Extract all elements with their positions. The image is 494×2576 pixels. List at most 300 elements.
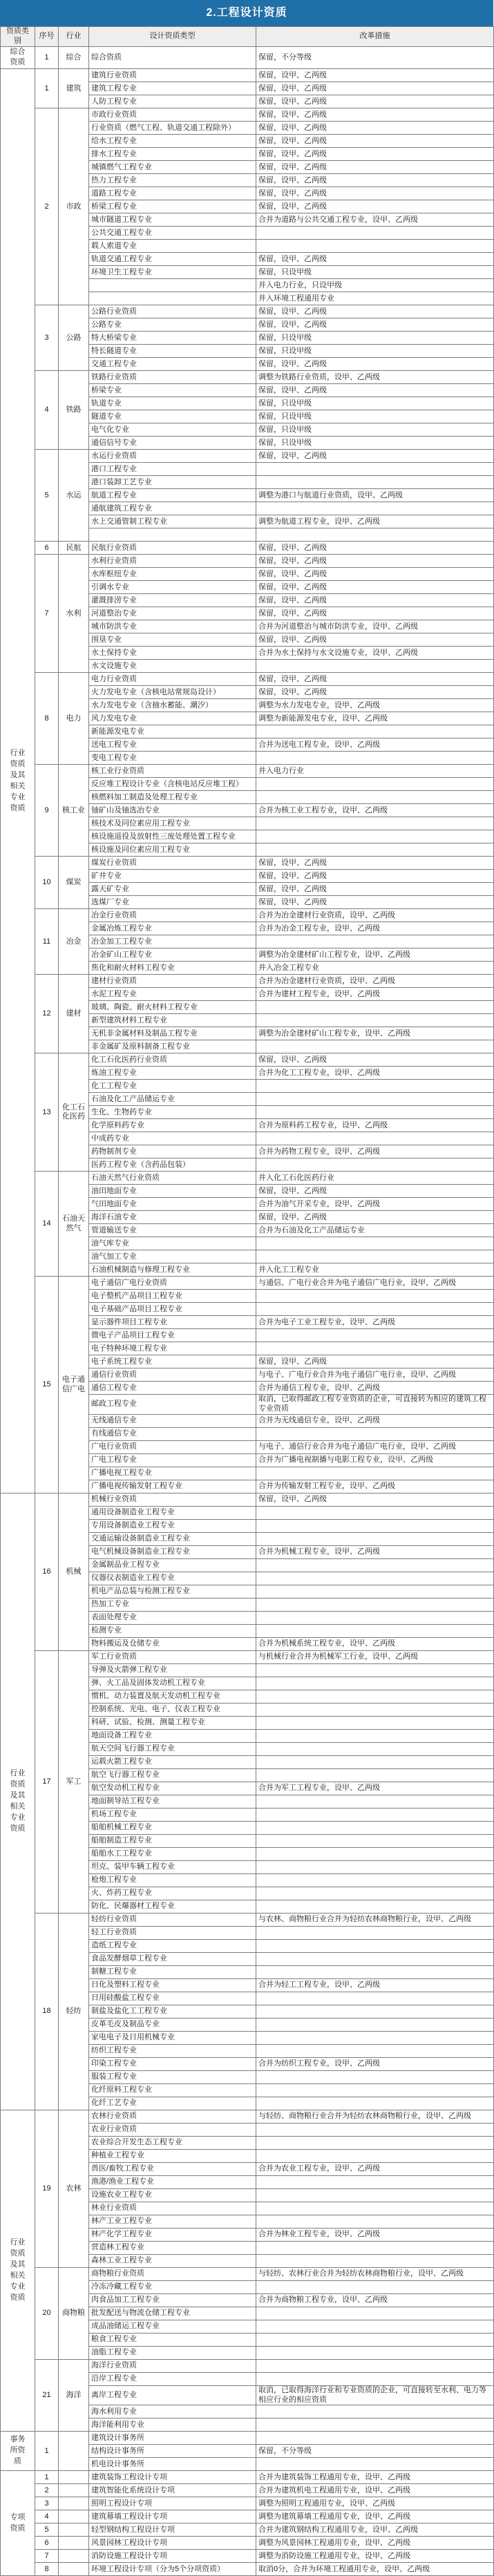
qualification-type-cell: 城市防洪专业 [89, 620, 256, 633]
qualification-type-cell: 导弹及火箭弹工程专业 [89, 1663, 256, 1677]
reform-measure-cell: 保留，只设甲级 [256, 345, 494, 358]
industry-cell: 水运 [59, 450, 89, 542]
reform-measure-cell [256, 2018, 494, 2031]
qualification-type-cell: 露天矿专业 [89, 883, 256, 896]
qualification-type-cell: 船舶制造工程专业 [89, 1834, 256, 1847]
reform-measure-cell: 合并为建材工程专业，设甲、乙两级 [256, 988, 494, 1001]
reform-measure-cell: 与电子、通信行业合并为电子通信广电行业，设甲、乙两级 [256, 1440, 494, 1453]
number-cell: 12 [35, 975, 59, 1053]
industry-cell [59, 2497, 89, 2510]
reform-measure-cell: 合并为冶金工程专业，设甲、乙两级 [256, 922, 494, 935]
qualification-type-cell: 航空发动机工程专业 [89, 1782, 256, 1795]
qualification-type-cell: 冶金行业资质 [89, 909, 256, 922]
qualification-type-cell: 显示器件项目工程专业 [89, 1316, 256, 1329]
reform-measure-cell: 保留，设甲、乙两级 [256, 607, 494, 620]
qualification-type-cell: 石油及化工产品储运专业 [89, 1093, 256, 1106]
table-row [1, 305, 494, 318]
qualification-type-cell: 核设施退役及放射性三废处理处置工程专业 [89, 830, 256, 843]
reform-measure-cell [256, 1834, 494, 1847]
qualification-type-cell: 生化、生物药专业 [89, 1106, 256, 1119]
qualification-type-cell: 水力发电专业（含抽水蓄能、潮汐） [89, 699, 256, 712]
qualification-type-cell: 化工工程专业 [89, 1080, 256, 1093]
qualification-type-cell: 水文设施专业 [89, 660, 256, 673]
qualification-type-cell: 焦化和耐火材料工程专业 [89, 962, 256, 975]
reform-measure-cell [256, 1926, 494, 1939]
reform-measure-cell [256, 830, 494, 843]
qualification-type-cell: 制糖工程专业 [89, 1965, 256, 1978]
qualification-type-cell: 专用设备制造业工程专业 [89, 1519, 256, 1532]
qualification-type-cell: 水上交通管制工程专业 [89, 515, 256, 528]
reform-measure-cell: 保留，设甲、乙两级 [256, 384, 494, 397]
reform-measure-cell [256, 1040, 494, 1053]
reform-measure-cell: 调整为冶金建材矿山工程专业，设甲、乙两级 [256, 1027, 494, 1040]
reform-measure-cell [256, 1250, 494, 1263]
reform-measure-cell: 合并为建筑装饰工程通用专业，设甲、乙两级 [256, 2471, 494, 2484]
category-cell: 事务所资质 [1, 2432, 35, 2471]
qualification-type-cell: 海洋石油专业 [89, 1211, 256, 1224]
qualification-type-cell: 港口装卸工艺专业 [89, 476, 256, 489]
industry-cell: 煤炭 [59, 857, 89, 909]
qualification-type-cell: 物料搬运及仓储专业 [89, 1637, 256, 1650]
reform-measure-cell [256, 843, 494, 857]
industry-cell: 市政 [59, 108, 89, 305]
qualification-type-cell: 油气库专业 [89, 1237, 256, 1250]
number-cell: 18 [35, 1913, 59, 2110]
qualification-type-cell: 送电工程专业 [89, 738, 256, 752]
reform-measure-cell: 合并为电子工业工程专业，设甲、乙两级 [256, 1316, 494, 1329]
table-row [1, 2563, 494, 2576]
qualification-type-cell: 通信工程专业 [89, 1382, 256, 1395]
qualification-type-cell: 铁路行业资质 [89, 371, 256, 384]
qualification-type-cell: 皮革毛皮及制品专业 [89, 2018, 256, 2031]
reform-measure-cell: 保留，设甲、乙两级 [256, 1185, 494, 1198]
table-row [1, 1172, 494, 1185]
table-row [1, 1913, 494, 1926]
qualification-type-cell: 海洋行业资质 [89, 2359, 256, 2372]
reform-measure-cell [256, 817, 494, 830]
qualification-type-cell: 种植业工程专业 [89, 2149, 256, 2162]
reform-measure-cell: 保留，设甲、乙两级 [256, 857, 494, 870]
qualification-type-cell: 玻璃、陶瓷、耐火材料工程专业 [89, 1001, 256, 1014]
reform-measure-cell: 保留，设甲、乙两级 [256, 581, 494, 594]
reform-measure-cell [256, 1860, 494, 1873]
qualification-type-cell: 电子特种环境工程专业 [89, 1342, 256, 1355]
qualification-type-cell: 冶金矿山工程专业 [89, 948, 256, 962]
reform-measure-cell [256, 1703, 494, 1716]
page-title: 2.工程设计资质 [0, 0, 493, 26]
qualification-type-cell: 无线通信专业 [89, 1414, 256, 1427]
reform-measure-cell: 合并为石油及化工产品储运专业 [256, 1224, 494, 1237]
number-cell: 7 [35, 555, 59, 673]
table-row [1, 2359, 494, 2372]
table-header-row [1, 27, 494, 47]
industry-cell: 机械 [59, 1493, 89, 1650]
qualification-type-cell: 特长隧道专业 [89, 345, 256, 358]
table-row [1, 1493, 494, 1506]
qualification-type-cell: 金属制品业工程专业 [89, 1558, 256, 1572]
reform-measure-cell: 保留，设甲、乙两级 [256, 69, 494, 82]
reform-measure-cell [256, 1716, 494, 1729]
reform-measure-cell: 合并为河道整治与城市防洪专业，设甲、乙两级 [256, 620, 494, 633]
qualification-type-cell: 公共交通工程专业 [89, 227, 256, 240]
qualification-type-cell: 印染工程专业 [89, 2057, 256, 2070]
number-cell: 4 [35, 2510, 59, 2523]
qualification-type-cell: 公路专业 [89, 318, 256, 332]
qualification-type-cell: 离岸工程专业 [89, 2385, 256, 2405]
industry-cell: 海洋 [59, 2359, 89, 2432]
qualification-type-cell: 造纸工程专业 [89, 1939, 256, 1952]
table-row [1, 857, 494, 870]
qualification-type-cell: 风景园林工程设计专项 [89, 2537, 256, 2550]
qualification-type-cell: 药物制剂专业 [89, 1145, 256, 1158]
reform-measure-cell [256, 1729, 494, 1742]
reform-measure-cell [256, 752, 494, 765]
qualification-type-cell: 成品油储运工程专业 [89, 2320, 256, 2333]
reform-measure-cell: 合并为机械系统工程专业，设甲、乙两级 [256, 1637, 494, 1650]
qualification-type-cell: 新能源发电专业 [89, 725, 256, 738]
number-cell: 3 [35, 305, 59, 371]
qualification-type-cell: 非金属矿及原料制备工程专业 [89, 1040, 256, 1053]
reform-measure-cell [256, 502, 494, 515]
reform-measure-cell [256, 463, 494, 476]
reform-measure-cell [256, 1663, 494, 1677]
reform-measure-cell [256, 2372, 494, 2385]
qualification-type-cell: 通信行业资质 [89, 1368, 256, 1382]
reform-measure-cell [256, 1558, 494, 1572]
reform-measure-cell [256, 1808, 494, 1821]
qualification-type-cell: 枪炮工程专业 [89, 1873, 256, 1887]
qualification-type-cell: 桥梁专业 [89, 384, 256, 397]
qualification-type-cell: 铀矿山及铀选冶专业 [89, 804, 256, 817]
table-row [1, 765, 494, 778]
reform-measure-cell: 与轻纺、农林行业合并为轻纺农林商物粮行业，设甲、乙两级 [256, 2267, 494, 2280]
number-cell: 10 [35, 857, 59, 909]
reform-measure-cell: 合并为无线通信专业，设甲、乙两级 [256, 1414, 494, 1427]
reform-measure-cell [256, 476, 494, 489]
qualification-type-cell: 轻工行业资质 [89, 1926, 256, 1939]
reform-measure-cell: 保留，设甲、乙两级 [256, 200, 494, 213]
qualification-type-cell: 设施农业工程专业 [89, 2188, 256, 2202]
industry-cell: 综合 [59, 46, 89, 69]
qualification-type-cell: 金属冶炼工程专业 [89, 922, 256, 935]
reform-measure-cell: 与电子、广电行业合并为电子通信广电行业，设甲、乙两级 [256, 1368, 494, 1382]
reform-measure-cell: 保留，设甲、乙两级 [256, 108, 494, 122]
number-cell: 5 [35, 2523, 59, 2537]
industry-cell: 电力 [59, 673, 89, 765]
qualification-type-cell: 电力行业资质 [89, 673, 256, 686]
reform-measure-cell: 并入环境工程通用专业 [256, 292, 494, 305]
qualification-type-cell: 弹、火工品及固体发动机工程专业 [89, 1677, 256, 1690]
reform-measure-cell: 保留，设甲、乙两级 [256, 187, 494, 200]
qualification-type-cell: 围垦专业 [89, 633, 256, 647]
reform-measure-cell [256, 1106, 494, 1119]
reform-measure-cell [256, 1873, 494, 1887]
reform-measure-cell: 保留，设甲、乙两级 [256, 95, 494, 108]
industry-cell: 核工业 [59, 765, 89, 857]
reform-measure-cell: 合并为军工工程专业，设甲、乙两级 [256, 1782, 494, 1795]
qualification-type-cell: 轨道交通工程专业 [89, 253, 256, 266]
reform-measure-cell: 调整为照明工程通用专业，设甲、乙两级 [256, 2497, 494, 2510]
table-row [1, 2267, 494, 2280]
reform-measure-cell: 合并为化工工程专业，设甲、乙两级 [256, 1067, 494, 1080]
qualification-type-cell: 交通运输设备制造业工程专业 [89, 1532, 256, 1545]
qualification-type-cell: 化学原料药专业 [89, 1119, 256, 1132]
reform-measure-cell [256, 1080, 494, 1093]
table-row [1, 2537, 494, 2550]
reform-measure-cell: 调整为水力发电专业，设甲、乙两级 [256, 699, 494, 712]
number-cell: 1 [35, 2432, 59, 2471]
reform-measure-cell [256, 1965, 494, 1978]
reform-measure-cell [256, 1506, 494, 1519]
qualification-type-cell: 农林行业资质 [89, 2110, 256, 2123]
qualification-type-cell: 引调水专业 [89, 581, 256, 594]
reform-measure-cell [256, 1768, 494, 1782]
qualification-type-cell: 通用设备制造业工程专业 [89, 1506, 256, 1519]
reform-measure-cell [256, 1532, 494, 1545]
reform-measure-cell [256, 1795, 494, 1808]
qualification-type-cell [89, 292, 256, 305]
reform-measure-cell [256, 240, 494, 253]
qualification-type-cell: 新型建筑材料工程专业 [89, 1014, 256, 1027]
qualification-type-cell: 防化、民爆器材工程专业 [89, 1900, 256, 1913]
qualification-type-cell: 渔港/渔业工程专业 [89, 2175, 256, 2188]
qualification-type-cell: 肉食品加工工程专业 [89, 2293, 256, 2307]
reform-measure-cell [256, 2432, 494, 2445]
qualification-type-cell: 轨道专业 [89, 397, 256, 410]
reform-measure-cell [256, 1887, 494, 1900]
qualification-type-cell: 机电设计事务所 [89, 2458, 256, 2471]
qualification-type-cell: 轻型钢结构工程设计专项 [89, 2523, 256, 2537]
category-cell: 行业资质及其相关专业资质 [1, 1493, 35, 2110]
reform-measure-cell: 合并为药物工程专业，设甲、乙两级 [256, 1145, 494, 1158]
qualification-type-cell: 航天空间飞行器工程专业 [89, 1742, 256, 1755]
reform-measure-cell [256, 2359, 494, 2372]
table-row [1, 371, 494, 384]
reform-measure-cell: 保留，设甲、乙两级 [256, 174, 494, 187]
qualification-type-cell: 建筑工程专业 [89, 82, 256, 95]
reform-measure-cell: 保留，设甲、乙两级 [256, 122, 494, 135]
table-row [1, 2523, 494, 2537]
reform-measure-cell [256, 1014, 494, 1027]
qualification-type-cell: 无机非金属材料及制品工程专业 [89, 1027, 256, 1040]
reform-measure-cell: 与通信、广电行业合并为电子通信广电行业，设甲、乙两级 [256, 1277, 494, 1290]
number-cell: 15 [35, 1277, 59, 1494]
qualification-type-cell: 电子系统工程专业 [89, 1355, 256, 1368]
qualification-type-cell: 油田地面专业 [89, 1185, 256, 1198]
qualification-type-cell: 通航建筑工程专业 [89, 502, 256, 515]
number-cell: 16 [35, 1493, 59, 1650]
qualification-type-cell: 冶金加工工程专业 [89, 935, 256, 948]
qualification-type-cell: 船舶水工工程专业 [89, 1847, 256, 1860]
industry-cell: 建筑 [59, 69, 89, 108]
qualification-type-cell: 核工业行业资质 [89, 765, 256, 778]
reform-measure-cell [256, 2005, 494, 2018]
qualification-type-cell: 检测专业 [89, 1624, 256, 1637]
reform-measure-cell: 保留，设甲、乙两级 [256, 253, 494, 266]
number-cell: 3 [35, 2497, 59, 2510]
reform-measure-cell [256, 2215, 494, 2228]
industry-cell: 农林 [59, 2110, 89, 2267]
qualification-type-cell: 交通工程专业 [89, 358, 256, 371]
reform-measure-cell: 保留，只设甲级 [256, 423, 494, 437]
qualification-type-cell: 营造林工程专业 [89, 2241, 256, 2254]
reform-measure-cell: 调整为建筑幕墙工程通用专业，设甲、乙两级 [256, 2510, 494, 2523]
qualification-type-cell: 农业综合开发生态工程专业 [89, 2136, 256, 2149]
industry-cell: 水利 [59, 555, 89, 673]
table-row [1, 2471, 494, 2484]
qualification-type-cell: 建筑幕墙工程设计专项 [89, 2510, 256, 2523]
industry-cell: 石油天然气 [59, 1172, 89, 1277]
industry-cell [59, 2563, 89, 2576]
reform-measure-cell: 合并为核工业工程专业，设甲、乙两级 [256, 804, 494, 817]
reform-measure-cell: 保留，设甲、乙两级 [256, 1211, 494, 1224]
qualification-type-cell: 核设施及同位素应用工程专业 [89, 843, 256, 857]
qualification-type-cell: 日用硅酸盐工程专业 [89, 1992, 256, 2005]
qualification-type-cell: 兽医/畜牧工程专业 [89, 2162, 256, 2175]
reform-measure-cell [256, 2044, 494, 2057]
reform-measure-cell [256, 2333, 494, 2346]
reform-measure-cell [256, 2031, 494, 2044]
number-cell: 8 [35, 2563, 59, 2576]
number-cell: 2 [35, 2484, 59, 2497]
qualification-type-cell: 地面设备工程专业 [89, 1729, 256, 1742]
reform-measure-cell: 合并为冶金建材行业资质，设甲、乙两级 [256, 975, 494, 988]
table-row [1, 909, 494, 922]
number-cell: 6 [35, 2537, 59, 2550]
industry-cell: 建材 [59, 975, 89, 1053]
table-row [1, 975, 494, 988]
qualification-type-cell: 坦克、装甲车辆工程专业 [89, 1860, 256, 1873]
qualification-type-cell: 林产化学工程专业 [89, 2228, 256, 2241]
reform-measure-cell: 保留，设甲、乙两级 [256, 1053, 494, 1067]
qualification-type-cell: 油气加工专业 [89, 1250, 256, 1263]
qualification-type-cell: 核燃料加工制造及处理工程专业 [89, 791, 256, 804]
reform-measure-cell: 与轻纺、商物粮行业合并为轻纺农林商物粮行业，设甲、乙两级 [256, 2110, 494, 2123]
reform-measure-cell: 调整为新能源发电专业，设甲、乙两级 [256, 712, 494, 725]
reform-measure-cell [256, 1572, 494, 1585]
qualification-type-cell: 粮食工程专业 [89, 2333, 256, 2346]
qualification-type-cell: 热力工程专业 [89, 174, 256, 187]
reform-measure-cell [256, 2136, 494, 2149]
reform-measure-cell [256, 1093, 494, 1106]
reform-measure-cell [256, 1519, 494, 1532]
qualification-type-cell: 桥梁工程专业 [89, 200, 256, 213]
number-cell: 1 [35, 69, 59, 108]
qualification-type-cell: 电气机械设备制造业工程专业 [89, 1545, 256, 1558]
industry-cell [59, 2523, 89, 2537]
qualification-type-cell: 控制系统、光电、电子、仪表工程专业 [89, 1703, 256, 1716]
qualification-type-cell: 林产工业工程专业 [89, 2215, 256, 2228]
reform-measure-cell [256, 2097, 494, 2110]
qualification-type-cell: 电子整机产品项目工程专业 [89, 1290, 256, 1303]
table-row [1, 1650, 494, 1663]
reform-measure-cell: 合并为轻工工程专业，设甲、乙两级 [256, 1978, 494, 1992]
reform-measure-cell [256, 1329, 494, 1342]
number-cell: 5 [35, 450, 59, 542]
reform-measure-cell: 合并为原料药工程专业，设甲、乙两级 [256, 1119, 494, 1132]
reform-measure-cell [256, 1303, 494, 1316]
qualification-type-cell: 广电工程专业 [89, 1453, 256, 1467]
qualification-type-cell: 核技术及同位素应用工程专业 [89, 817, 256, 830]
qualification-type-cell [89, 279, 256, 292]
reform-measure-cell [256, 2202, 494, 2215]
reform-measure-cell: 并入化工石化医药行业 [256, 1172, 494, 1185]
qualification-type-cell: 邮政工程专业 [89, 1395, 256, 1415]
table-row [1, 2484, 494, 2497]
qualification-type-cell: 载人索道专业 [89, 240, 256, 253]
reform-measure-cell: 保留，不分等级 [256, 2445, 494, 2458]
reform-measure-cell: 保留，设甲、乙两级 [256, 358, 494, 371]
reform-measure-cell [256, 528, 494, 542]
table-row [1, 450, 494, 463]
qualification-type-cell: 石油天然气行业资质 [89, 1172, 256, 1185]
qualification-type-cell: 航空飞行器工程专业 [89, 1768, 256, 1782]
qualification-type-cell: 港口工程专业 [89, 463, 256, 476]
table-row [1, 2510, 494, 2523]
reform-measure-cell [256, 778, 494, 791]
qualification-type-cell: 排水工程专业 [89, 148, 256, 161]
number-cell: 11 [35, 909, 59, 975]
reform-measure-cell [256, 1847, 494, 1860]
qualification-type-cell: 食品发酵烟草工程专业 [89, 1952, 256, 1965]
table-row [1, 542, 494, 555]
industry-cell: 民航 [59, 542, 89, 555]
header-number: 序号 [35, 27, 59, 47]
number-cell: 13 [35, 1053, 59, 1172]
industry-cell [59, 2550, 89, 2563]
category-cell: 行业资质及其相关专业资质 [1, 69, 35, 1494]
reform-measure-cell [256, 1585, 494, 1598]
qualification-type-cell: 城市隧道工程专业 [89, 213, 256, 227]
qualification-type-cell: 石油机械制造与修理工程专业 [89, 1263, 256, 1277]
table-row [1, 108, 494, 122]
reform-measure-cell: 保留，设甲、乙两级 [256, 305, 494, 318]
reform-measure-cell [256, 1611, 494, 1624]
number-cell: 9 [35, 765, 59, 857]
qualification-type-cell: 建筑装饰工程设计专项 [89, 2471, 256, 2484]
qualification-type-cell: 海水利用专业 [89, 2405, 256, 2418]
qualification-type-cell: 机场工程专业 [89, 1808, 256, 1821]
reform-measure-cell [256, 2458, 494, 2471]
qualification-type-cell: 民航行业资质 [89, 542, 256, 555]
table-row [1, 555, 494, 568]
reform-measure-cell: 保留，不分等级 [256, 46, 494, 69]
industry-cell: 化工石化医药 [59, 1053, 89, 1172]
qualification-type-cell: 建筑智能化系统设计专项 [89, 2484, 256, 2497]
number-cell: 1 [35, 46, 59, 69]
reform-measure-cell [256, 1001, 494, 1014]
reform-measure-cell: 合并为水土保持与水文设施专业，设甲、乙两级 [256, 647, 494, 660]
reform-measure-cell [256, 1598, 494, 1611]
category-cell: 行业资质及其相关专业资质 [1, 2110, 35, 2432]
reform-measure-cell: 保留，设甲、乙两级 [256, 1355, 494, 1368]
reform-measure-cell [256, 2418, 494, 2432]
reform-measure-cell: 保留，设甲、乙两级 [256, 594, 494, 607]
reform-measure-cell [256, 2405, 494, 2418]
reform-measure-cell [256, 2346, 494, 2359]
industry-cell: 轻纺 [59, 1913, 89, 2110]
reform-measure-cell: 保留，设甲、乙两级 [256, 686, 494, 699]
reform-measure-cell [256, 791, 494, 804]
qualification-type-cell: 环境卫生工程专业 [89, 266, 256, 279]
number-cell: 8 [35, 673, 59, 765]
reform-measure-cell [256, 1952, 494, 1965]
table-row [1, 673, 494, 686]
qualification-type-cell: 建筑行业资质 [89, 69, 256, 82]
table-row [1, 46, 494, 69]
reform-measure-cell: 保留，设甲、乙两级 [256, 883, 494, 896]
qualification-type-cell: 市政行业资质 [89, 108, 256, 122]
